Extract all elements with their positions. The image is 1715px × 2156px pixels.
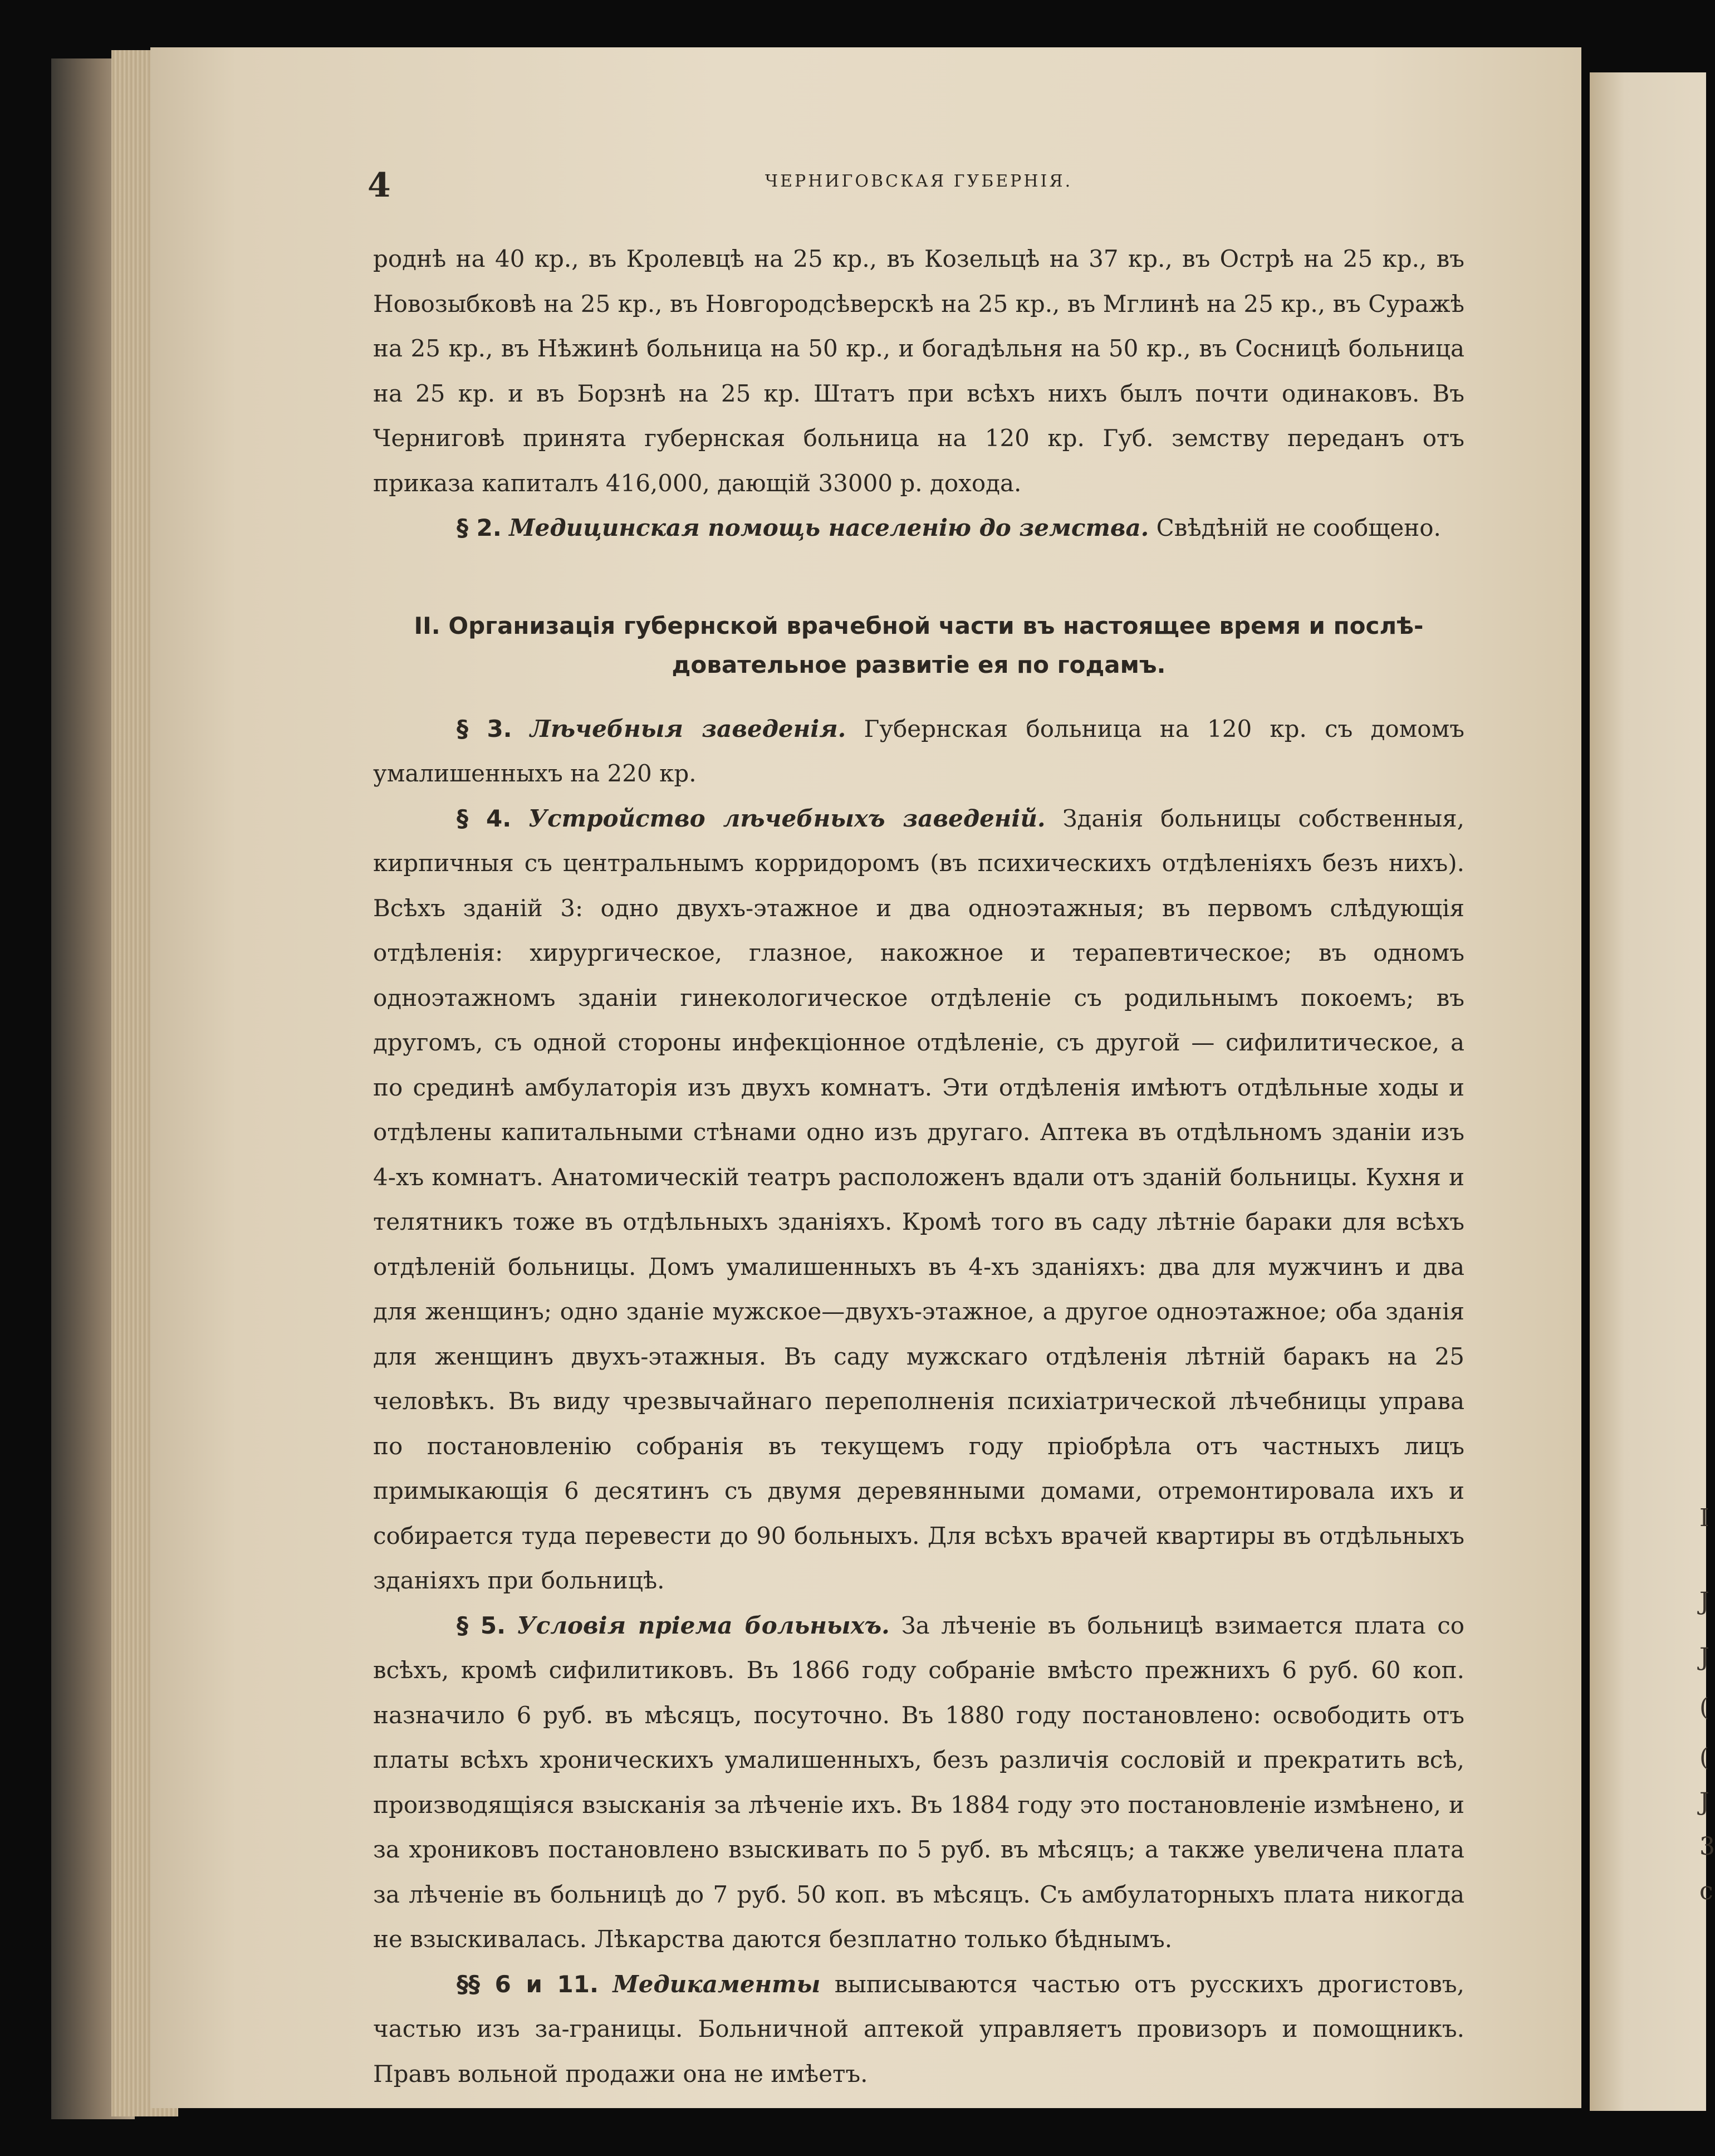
section-3-paragraph <box>373 707 1464 796</box>
section-title: Медикаменты <box>612 1970 821 1998</box>
page-body <box>373 167 1464 2096</box>
facing-page-glyph: 3 <box>1699 1832 1715 1861</box>
section-mark: §§ 6 и 11. <box>457 1970 599 1998</box>
section-title: Условія пріема больныхъ. <box>517 1611 890 1639</box>
running-head: ЧЕРНИГОВСКАЯ ГУБЕРНІЯ. <box>765 172 1073 191</box>
facing-page-glyph: I <box>1699 1504 1709 1532</box>
section-4-paragraph <box>373 796 1464 1603</box>
section-title: Медицинская помощь населенію до земства. <box>509 514 1149 541</box>
heading-line-2: довательное развитіе ея по годамъ. <box>672 651 1166 678</box>
section-mark: § 3. <box>457 715 512 742</box>
section-text: Губернская больница на 120 кр. съ домомъ умалишенныхъ на 220 кр. <box>373 715 1464 787</box>
facing-page-glyph: c <box>1699 1877 1713 1905</box>
section-text: Свѣдѣній не сообщено. <box>1156 514 1441 541</box>
section-title: Лѣчебныя заведенія. <box>530 715 846 742</box>
page-number: 4 <box>367 166 391 205</box>
section-title: Устройство лѣчебныхъ заведеній. <box>528 804 1046 832</box>
facing-page-glyph: J <box>1699 1587 1709 1616</box>
section-mark: § 5. <box>457 1611 506 1639</box>
facing-page-glyph: J <box>1699 1788 1709 1816</box>
section-mark: § 2. <box>457 514 502 541</box>
section-5-paragraph <box>373 1603 1464 1962</box>
section-mark: § 4. <box>457 804 512 832</box>
section-2-paragraph <box>373 506 1464 551</box>
intro-paragraph: роднѣ на 40 кр., въ Кролевцѣ на 25 кр., въ Козельцѣ на 37 кр., въ Острѣ на 25 кр., въ Новозыбковѣ на 25 кр., въ Новгородсѣверскѣ на 25 кр., въ Мглинѣ на 25 кр., въ Суражѣ на 25 кр., въ Нѣжинѣ больница на 50 кр., и богадѣльня на 50 кр., въ Сосницѣ больница на 25 кр. и въ Борзнѣ на 25 кр. Штатъ при всѣхъ нихъ былъ почти одинаковъ. Въ Черниговѣ принята губернская больница на 120 кр. Губ. земству переданъ отъ приказа капиталъ 416,000, дающій 33000 р. дохода. <box>373 245 1464 497</box>
facing-page-glyph: ( <box>1699 1743 1709 1772</box>
chapter-heading <box>373 607 1464 685</box>
section-text: За лѣченіе въ больницѣ взимается плата со всѣхъ, кромѣ сифилитиковъ. Въ 1866 году собраніе вмѣсто прежнихъ 6 руб. 60 коп. назначило 6 руб. въ мѣсяцъ, посуточно. Въ 1880 году постановлено: освободить отъ платы всѣхъ хроническихъ умалишенныхъ, безъ различія сословій и прекратить всѣ, производящіяся взысканія за лѣченіе ихъ. Въ 1884 году это постановленіе измѣнено, и за хрониковъ постановлено взыскивать по 5 руб. въ мѣсяцъ; а также увеличена плата за лѣченіе въ больницѣ до 7 руб. 50 коп. въ мѣсяцъ. Съ амбулаторныхъ плата никогда не взыскивалась. Лѣкарства даются безплатно только бѣднымъ. <box>373 1611 1464 1953</box>
facing-page-glyph: ( <box>1699 1693 1709 1722</box>
facing-page-glyph: J <box>1699 1643 1709 1671</box>
section-6-paragraph <box>373 1962 1464 2097</box>
heading-line-1: II. Организація губернской врачебной части въ настоящее время и послѣ- <box>414 612 1424 639</box>
section-text: выписываются частью отъ русскихъ дрогистовъ, частью изъ за-границы. Больничной аптекой управляетъ провизоръ и помощникъ. Правъ вольной продажи она не имѣетъ. <box>373 1970 1464 2087</box>
section-text: Зданія больницы собственныя, кирпичныя съ центральнымъ корридоромъ (въ психическихъ отдѣленіяхъ безъ нихъ). Всѣхъ зданій 3: одно двухъ-этажное и два одноэтажныя; въ первомъ слѣдующія отдѣленія: хирургическое, глазное, накожное и терапевтическое; въ одномъ одноэтажномъ зданіи гинекологическое отдѣленіе съ родильнымъ покоемъ; въ другомъ, съ одной стороны инфекціонное отдѣленіе, съ другой — сифилитическое, а по срединѣ амбулаторія изъ двухъ комнатъ. Эти отдѣленія имѣютъ отдѣльные ходы и отдѣлены капитальными стѣнами одно изъ другаго. Аптека въ отдѣльномъ зданіи изъ 4-хъ комнатъ. Анатомическій театръ расположенъ вдали отъ зданій больницы. Кухня и телятникъ тоже въ отдѣльныхъ зданіяхъ. Кромѣ того въ саду лѣтніе бараки для всѣхъ отдѣленій больницы. Домъ умалишенныхъ въ 4-хъ зданіяхъ: два для мужчинъ и два для женщинъ; одно зданіе мужское—двухъ-этажное, а другое одноэтажное; оба зданія для женщинъ двухъ-этажныя. Въ саду мужскаго отдѣленія лѣтній баракъ на 25 человѣкъ. Въ виду чрезвычайнаго переполненія психіатрической лѣчебницы управа по постановленію собранія въ текущемъ году пріобрѣла отъ частныхъ лицъ примыкающія 6 десятинъ съ двумя деревянными домами, отремонтировала ихъ и собирается туда перевести до 90 больныхъ. Для всѣхъ врачей квартиры въ отдѣльныхъ зданіяхъ при больницѣ. <box>373 804 1464 1594</box>
facing-page-edge <box>1590 72 1706 2111</box>
